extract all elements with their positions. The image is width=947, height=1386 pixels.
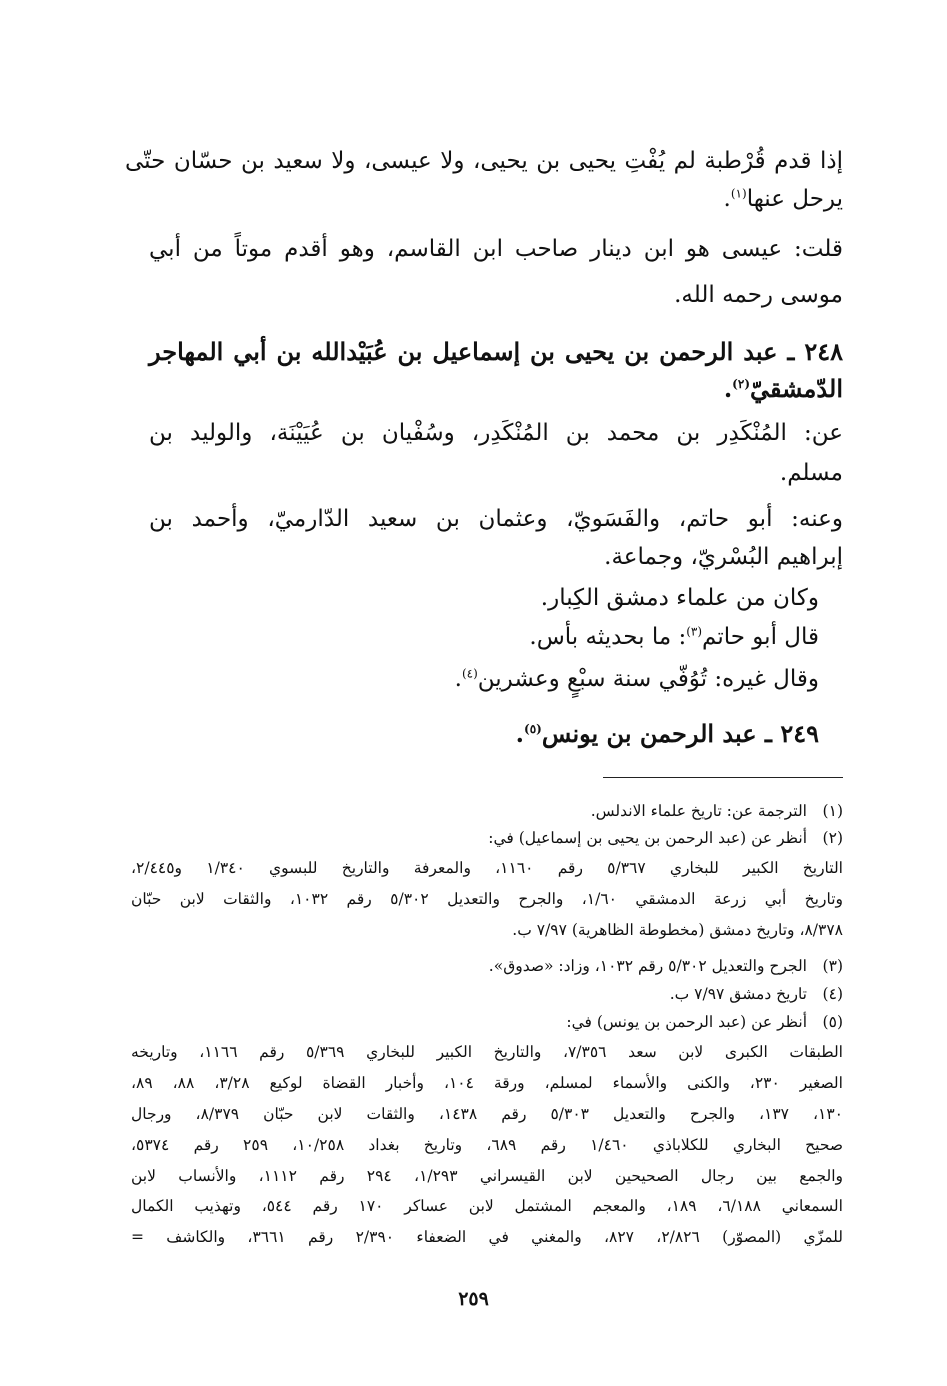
teachers-line-1-text: عن: المُنْكَدِر بن محمد بن المُنْكَدِر، وسُفْيان بن عُيَيْنَة، والوليد بن bbox=[149, 420, 843, 446]
footnote-2-line-2 bbox=[131, 856, 843, 882]
footnote-2-line-3-text: وتاريخ أبي زرعة الدمشقي ١/٦٠، والجرح والتعديل ٥/٣٠٢ رقم ١٠٣٢، والثقات لابن حبّان bbox=[131, 890, 844, 908]
footnote-5-line-8-text: للمزّي (المصوّر) ٢/٨٢٦، ٨٢٧، والمغني في الضعفاء ٢/٣٩٠ رقم ٣٦٦١، والكاشف = bbox=[131, 1228, 843, 1246]
paragraph-2-line-2 bbox=[125, 272, 843, 318]
students-line-1-text: وعنه: أبو حاتم، والفَسَويّ، وعثمان بن سعيد الدّارميّ، وأحمد بن bbox=[149, 506, 843, 532]
footnote-5-line-6-text: والجمع بين رجال الصحيحين لابن القيسراني ١/٢٩٣، ٢٩٤ رقم ١١١٢، والأنساب لابن bbox=[131, 1167, 843, 1185]
footnote-ref-2[interactable]: (٢) bbox=[732, 377, 750, 391]
footnote-2-text: أنظر عن (عبد الرحمن بن يحيى بن إسماعيل) في: bbox=[488, 829, 807, 847]
footnote-2-line-4-text: ٨/٣٧٨، وتاريخ دمشق (مخطوطة الظاهرية) ٧/٩٧ ب. bbox=[512, 921, 843, 939]
paragraph-1-line-1-text: إذا قدم قُرْطبة لم يُفْتِ يحيى بن يحيى، ولا عيسى، ولا سعيد بن حسّان حتّى bbox=[125, 148, 843, 174]
paragraph-2-line-2-text: موسى رحمه الله. bbox=[674, 282, 843, 308]
footnote-2 bbox=[131, 826, 843, 852]
footnote-2-number: (٢) bbox=[822, 829, 843, 847]
students-line-2 bbox=[125, 534, 843, 580]
footnote-5-line-5 bbox=[131, 1133, 843, 1159]
entry-248-heading-text: ٢٤٨ ـ عبد الرحمن بن يحيى بن إسماعيل بن عُبَيْدالله بن أبي المهاجر bbox=[149, 337, 843, 366]
footnote-3 bbox=[131, 954, 843, 980]
footnote-ref-3[interactable]: (٣) bbox=[686, 624, 703, 639]
death-year-b: . bbox=[454, 666, 462, 692]
paragraph-2-line-1 bbox=[149, 226, 843, 272]
paragraph-2-line-1-text: قلت: عيسى هو ابن دينار صاحب ابن القاسم، وهو أقدم موتاً من أبي bbox=[149, 236, 843, 262]
footnote-3-number: (٣) bbox=[822, 957, 843, 975]
page-number: ٢٥٩ bbox=[458, 1288, 489, 1310]
entry-249-heading-end: . bbox=[515, 719, 525, 748]
footnote-5-line-7-text: السمعاني ٦/١٨٨، ١٨٩، والمعجم المشتمل لابن عساكر ١٧٠ رقم ٥٤٤، وتهذيب الكمال bbox=[131, 1197, 843, 1215]
teachers-line-2 bbox=[125, 450, 843, 496]
footnote-5-line-4-text: ١٣٠، ١٣٧، والجرح والتعديل ٥/٣٠٣ رقم ١٤٣٨، والثقات لابن حبّان ٨/٣٧٩، ورجال bbox=[131, 1105, 844, 1123]
entry-249-heading bbox=[101, 711, 819, 757]
footnote-5-line-3 bbox=[131, 1071, 843, 1097]
abu-hatim-quote-line bbox=[101, 614, 819, 660]
footnote-4-text: تاريخ دمشق ٧/٩٧ ب. bbox=[669, 985, 807, 1003]
footnote-5-number: (٥) bbox=[822, 1013, 843, 1031]
footnote-5-line-2 bbox=[131, 1040, 843, 1066]
abu-hatim-quote-a: قال أبو حاتم bbox=[702, 624, 819, 650]
footnote-ref-5[interactable]: (٥) bbox=[524, 722, 542, 736]
footnote-2-line-2-text: التاريخ الكبير للبخاري ٥/٣٦٧ رقم ١١٦٠، والمعرفة والتاريخ للبسوي ١/٣٤٠ و٢/٤٤٥، bbox=[131, 859, 843, 877]
entry-249-heading-text: ٢٤٩ ـ عبد الرحمن بن يونس bbox=[541, 719, 819, 748]
footnote-separator bbox=[603, 777, 843, 778]
footnote-3-text: الجرح والتعديل ٥/٣٠٢ رقم ١٠٣٢، وزاد: «صدوق». bbox=[488, 957, 807, 975]
footnote-5-line-5-text: صحيح البخاري للكلاباذي ١/٤٦٠ رقم ٦٨٩، وتاريخ بغداد ١٠/٢٥٨، ٢٥٩ رقم ٥٣٧٤، bbox=[131, 1136, 843, 1154]
entry-248-heading-line-2-text: الدّمشقيّ bbox=[750, 374, 843, 403]
footnote-4 bbox=[131, 982, 843, 1008]
footnote-4-number: (٤) bbox=[822, 985, 843, 1003]
footnote-2-line-4 bbox=[131, 918, 843, 944]
footnote-5-line-3-text: الصغير ٢٣٠، والكنى والأسماء لمسلم، ورقة ١٠٤، وأخبار القضاة لوكيع ٣/٢٨، ٨٨، ٨٩، bbox=[131, 1074, 843, 1092]
paragraph-1-line-2-end: . bbox=[723, 186, 731, 212]
death-year-line bbox=[101, 656, 819, 702]
footnote-1 bbox=[131, 799, 843, 825]
footnote-5-line-8 bbox=[131, 1225, 843, 1251]
death-year-a: وقال غيره: تُوُفّي سنة سبْعٍ وعشرين bbox=[477, 666, 819, 692]
footnote-5-line-6 bbox=[131, 1164, 843, 1190]
abu-hatim-quote-b: : ما بحديثه بأس. bbox=[529, 624, 687, 650]
footnote-2-line-3 bbox=[131, 887, 843, 913]
footnote-ref-1[interactable]: (١) bbox=[730, 186, 747, 201]
teachers-line-2-text: مسلم. bbox=[779, 460, 843, 486]
footnote-5-line-4 bbox=[131, 1102, 843, 1128]
students-line-2-text: إبراهيم البُسْريّ، وجماعة. bbox=[604, 544, 843, 570]
footnote-1-number: (١) bbox=[822, 802, 843, 820]
footnote-5 bbox=[131, 1010, 843, 1036]
paragraph-1-line-2 bbox=[125, 176, 843, 222]
footnote-5-line-2-text: الطبقات الكبرى لابن سعد ٧/٣٥٦، والتاريخ الكبير للبخاري ٥/٣٦٩ رقم ١١٦٦، وتاريخه bbox=[131, 1043, 843, 1061]
footnote-5-line-7 bbox=[131, 1194, 843, 1220]
footnote-ref-4[interactable]: (٤) bbox=[461, 666, 478, 681]
scholar-status-text: وكان من علماء دمشق الكِبار. bbox=[540, 585, 819, 611]
entry-248-heading-line-2-end: . bbox=[723, 374, 733, 403]
paragraph-1-line-2-text: يرحل عنها bbox=[746, 186, 843, 212]
footnote-1-text: الترجمة عن: تاريخ علماء الاندلس. bbox=[590, 802, 807, 820]
entry-248-heading-line-2 bbox=[125, 366, 843, 412]
footnote-5-text: أنظر عن (عبد الرحمن بن يونس) في: bbox=[566, 1013, 807, 1031]
